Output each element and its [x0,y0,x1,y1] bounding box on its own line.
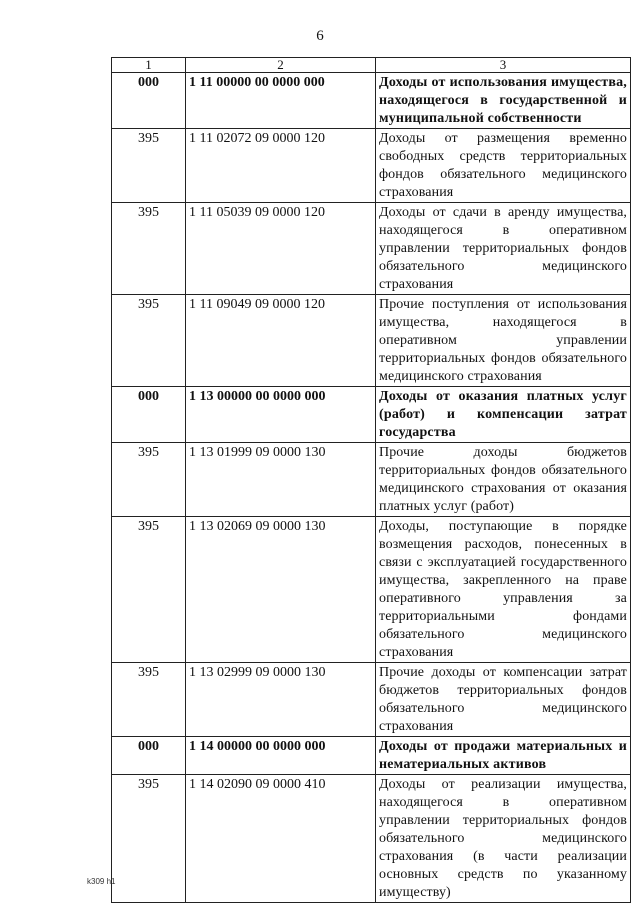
admin-code-cell: 000 [112,387,186,443]
footer-document-code: k309 h1 [87,877,116,886]
header-col-3: 3 [376,58,631,73]
revenue-name-cell: Прочие поступления от использования имущества, находящегося в оперативном управлении территориальных фондов обязательного медицинского страхования [376,295,631,387]
page-number: 6 [316,28,324,44]
table-header-row [112,58,631,73]
header-col-1: 1 [112,58,186,73]
table-row [112,517,631,663]
revenue-name-cell: Доходы от реализации имущества, находящегося в оперативном управлении территориальных фондов обязательного медицинского страхования (в части реализации основных средств по указанному имуществу) [376,775,631,903]
revenue-name-cell: Доходы от использования имущества, находящегося в государственной и муниципальной собственности [376,73,631,129]
table-row [112,443,631,517]
admin-code-cell: 000 [112,737,186,775]
table-row [112,737,631,775]
budget-classification-code-cell: 1 13 02999 09 0000 130 [186,663,376,737]
revenue-name-cell: Доходы, поступающие в порядке возмещения расходов, понесенных в связи с эксплуатацией государственного имущества, закрепленного на праве оперативного управления за территориальными фондами обязательного медицинского страхования [376,517,631,663]
revenue-name-cell: Доходы от сдачи в аренду имущества, находящегося в оперативном управлении территориальных фондов обязательного медицинского страхования [376,203,631,295]
table-row [112,203,631,295]
budget-classification-code-cell: 1 11 05039 09 0000 120 [186,203,376,295]
admin-code-cell: 395 [112,443,186,517]
budget-classification-code-cell: 1 13 02069 09 0000 130 [186,517,376,663]
admin-code-cell: 395 [112,663,186,737]
revenue-name-cell: Доходы от оказания платных услуг (работ) и компенсации затрат государства [376,387,631,443]
admin-code-cell: 395 [112,517,186,663]
budget-classification-code-cell: 1 14 02090 09 0000 410 [186,775,376,903]
revenue-name-cell: Прочие доходы от компенсации затрат бюджетов территориальных фондов обязательного медицинского страхования [376,663,631,737]
admin-code-cell: 000 [112,73,186,129]
admin-code-cell: 395 [112,129,186,203]
table-row [112,663,631,737]
table-body [112,73,631,903]
table-row [112,387,631,443]
budget-classification-code-cell: 1 13 01999 09 0000 130 [186,443,376,517]
budget-classification-code-cell: 1 14 00000 00 0000 000 [186,737,376,775]
budget-classification-code-cell: 1 11 09049 09 0000 120 [186,295,376,387]
admin-code-cell: 395 [112,295,186,387]
header-col-2: 2 [186,58,376,73]
budget-classification-code-cell: 1 11 02072 09 0000 120 [186,129,376,203]
table-row [112,775,631,903]
revenue-name-cell: Доходы от продажи материальных и нематериальных активов [376,737,631,775]
table-row [112,295,631,387]
admin-code-cell: 395 [112,775,186,903]
revenue-name-cell: Прочие доходы бюджетов территориальных фондов обязательного медицинского страхования от оказания платных услуг (работ) [376,443,631,517]
revenue-name-cell: Доходы от размещения временно свободных средств территориальных фондов обязательного медицинского страхования [376,129,631,203]
revenue-codes-table [111,57,631,903]
table-row [112,73,631,129]
admin-code-cell: 395 [112,203,186,295]
budget-classification-code-cell: 1 11 00000 00 0000 000 [186,73,376,129]
table-row [112,129,631,203]
budget-classification-code-cell: 1 13 00000 00 0000 000 [186,387,376,443]
